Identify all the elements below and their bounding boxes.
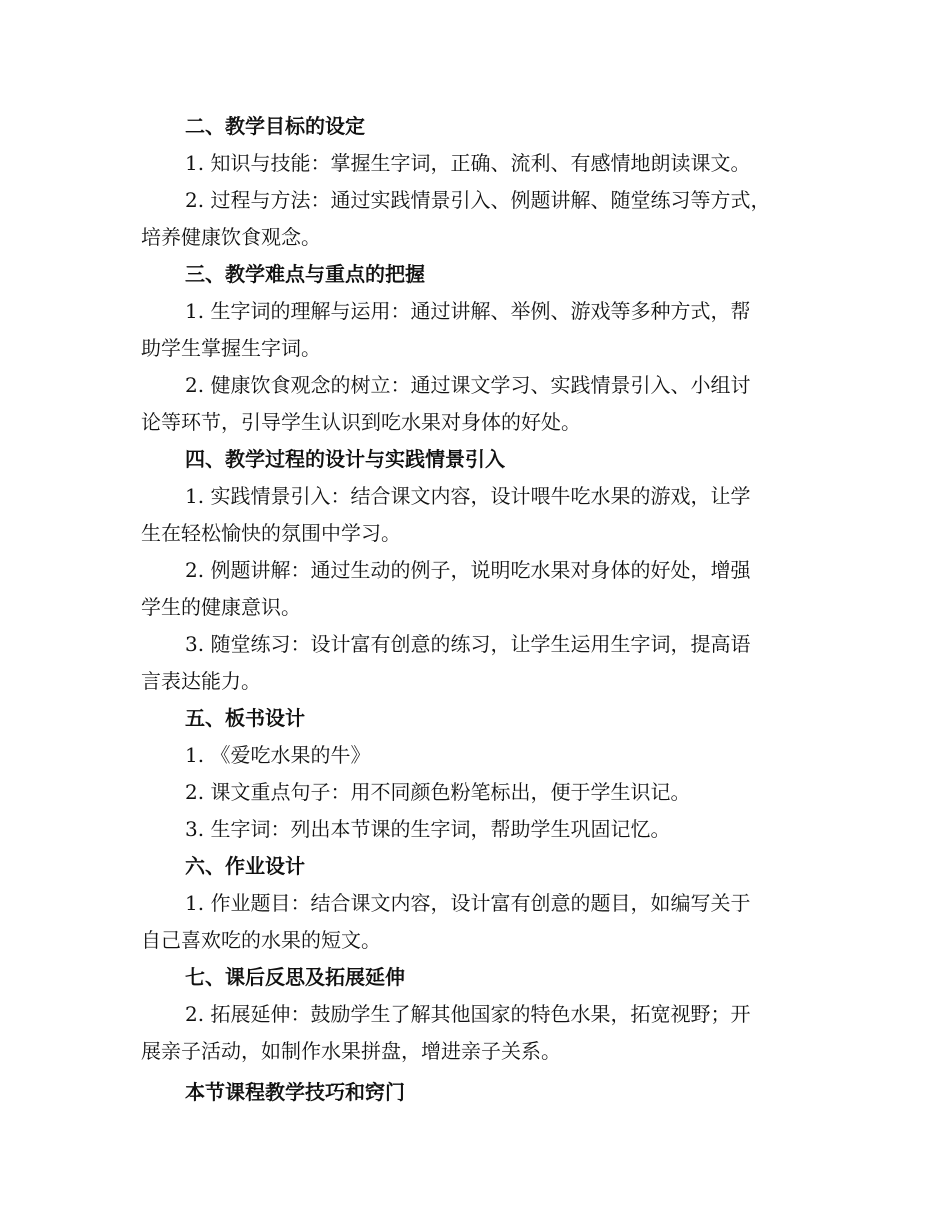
paragraph-line: 3. 随堂练习：设计富有创意的练习，让学生运用生字词，提高语 <box>185 632 751 656</box>
section-heading: 本节课程教学技巧和窍门 <box>185 1080 405 1104</box>
paragraph-line: 2. 健康饮食观念的树立：通过课文学习、实践情景引入、小组讨 <box>185 373 751 397</box>
section-heading: 七、课后反思及拓展延伸 <box>185 965 405 989</box>
paragraph-line: 论等环节，引导学生认识到吃水果对身体的好处。 <box>141 410 581 434</box>
section-heading: 四、教学过程的设计与实践情景引入 <box>185 447 505 471</box>
section-heading: 五、板书设计 <box>185 706 305 730</box>
paragraph-line: 助学生掌握生字词。 <box>141 336 321 360</box>
paragraph-line: 1. 《爱吃水果的牛》 <box>185 743 371 767</box>
paragraph-line: 言表达能力。 <box>141 669 261 693</box>
paragraph-line: 培养健康饮食观念。 <box>141 225 321 249</box>
paragraph-line: 2. 例题讲解：通过生动的例子，说明吃水果对身体的好处，增强 <box>185 558 751 582</box>
paragraph-line: 生在轻松愉快的氛围中学习。 <box>141 521 401 545</box>
paragraph-line: 展亲子活动，如制作水果拼盘，增进亲子关系。 <box>141 1039 561 1063</box>
paragraph-line: 2. 课文重点句子：用不同颜色粉笔标出，便于学生识记。 <box>185 780 691 804</box>
paragraph-line: 1. 知识与技能：掌握生字词，正确、流利、有感情地朗读课文。 <box>185 151 751 175</box>
paragraph-line: 1. 生字词的理解与运用：通过讲解、举例、游戏等多种方式，帮 <box>185 299 751 323</box>
paragraph-line: 3. 生字词：列出本节课的生字词，帮助学生巩固记忆。 <box>185 817 671 841</box>
section-heading: 二、教学目标的设定 <box>185 114 365 138</box>
paragraph-line: 1. 实践情景引入：结合课文内容，设计喂牛吃水果的游戏，让学 <box>185 484 751 508</box>
paragraph-line: 自己喜欢吃的水果的短文。 <box>141 928 381 952</box>
paragraph-line: 2. 拓展延伸：鼓励学生了解其他国家的特色水果，拓宽视野；开 <box>185 1002 751 1026</box>
document-body <box>141 108 811 1111</box>
paragraph-line: 2. 过程与方法：通过实践情景引入、例题讲解、随堂练习等方式， <box>185 188 771 212</box>
paragraph-line: 1. 作业题目：结合课文内容，设计富有创意的题目，如编写关于 <box>185 891 751 915</box>
paragraph-line: 学生的健康意识。 <box>141 595 301 619</box>
section-heading: 六、作业设计 <box>185 854 305 878</box>
section-heading: 三、教学难点与重点的把握 <box>185 262 425 286</box>
